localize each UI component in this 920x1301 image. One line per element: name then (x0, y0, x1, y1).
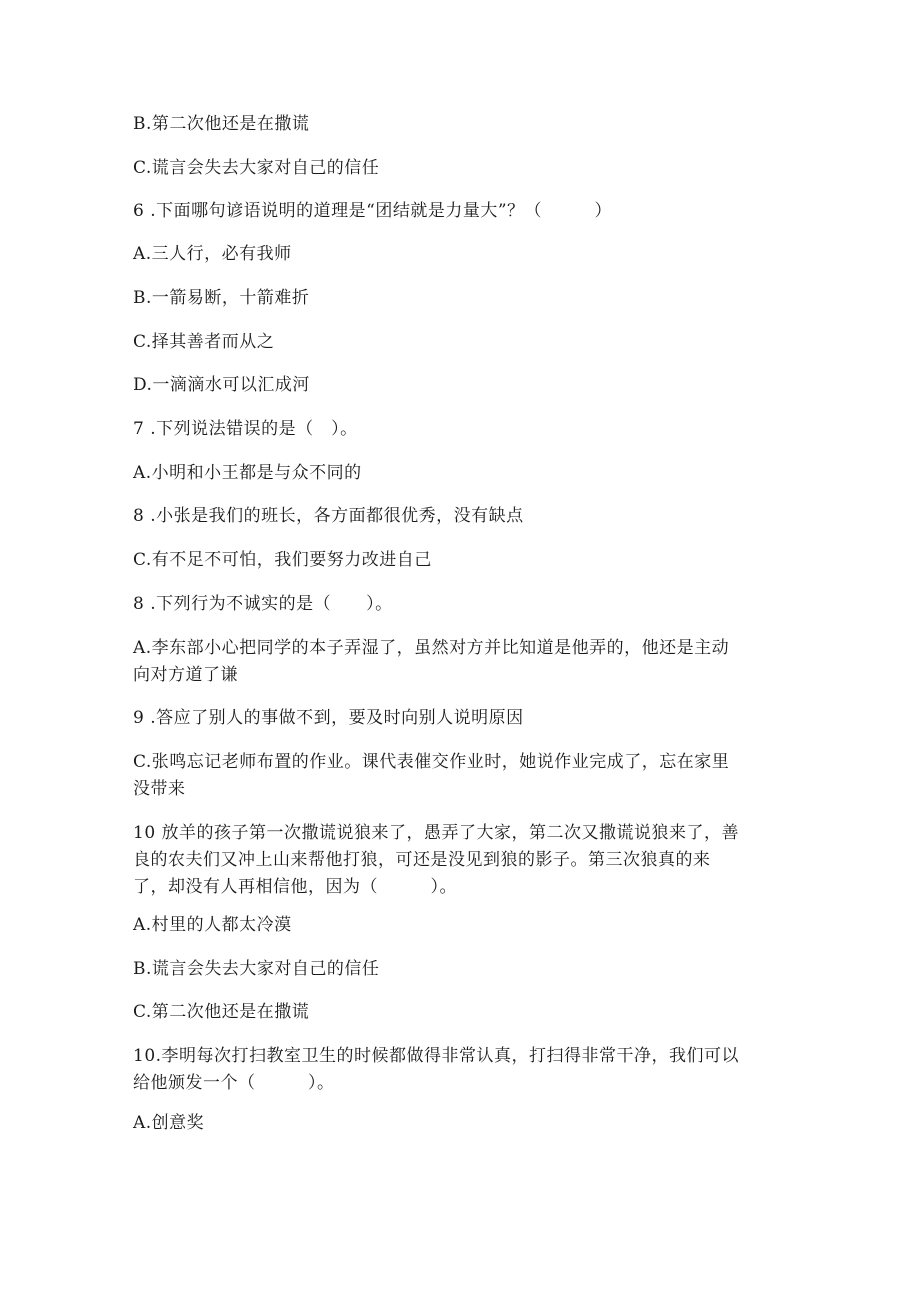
question-8b: 8 .下列行为不诚实的是（ ）。 (133, 594, 393, 614)
option-c-q8a: C.有不足不可怕，我们要努力改进自己 (133, 550, 432, 570)
question-10a-line2: 良的农夫们又冲上山来帮他打狼，可还是没见到狼的影子。第三次狼真的来 (133, 850, 711, 870)
question-10a-line3: 了，却没有人再相信他，因为（ ）。 (133, 877, 457, 897)
option-b-q6: B.一箭易断，十箭难折 (133, 288, 310, 308)
question-10b-line1: 10.李明每次打扫教室卫生的时候都做得非常认真，打扫得非常干净，我们可以 (133, 1046, 740, 1066)
option-d-q6: D.一滴滴水可以汇成河 (133, 375, 310, 395)
question-8a: 8 .小张是我们的班长，各方面都很优秀，没有缺点 (133, 506, 524, 526)
option-a-q8b-line2: 向对方道了谦 (133, 665, 238, 685)
option-a-q10a: A.村里的人都太冷漠 (133, 915, 292, 935)
option-a-q7: A.小明和小王都是与众不同的 (133, 463, 362, 483)
question-6: 6 .下面哪句谚语说明的道理是“团结就是力量大”？（ ） (133, 201, 613, 221)
option-b-q5: B.第二次他还是在撒谎 (133, 114, 310, 134)
option-a-q6: A.三人行，必有我师 (133, 244, 292, 264)
option-b-q10a: B.谎言会失去大家对自己的信任 (133, 959, 380, 979)
question-7: 7 .下列说法错误的是（ ）。 (133, 419, 358, 439)
option-c-q9-line2: 没带来 (133, 779, 186, 799)
question-10b-line2: 给他颁发一个（ ）。 (133, 1073, 335, 1093)
option-c-q6: C.择其善者而从之 (133, 332, 275, 352)
option-a-q8b-line1: A.李东部小心把同学的本子弄湿了，虽然对方并比知道是他弄的，他还是主动 (133, 638, 730, 658)
option-c-q10a: C.第二次他还是在撒谎 (133, 1002, 310, 1022)
question-10a-line1: 10 放羊的孩子第一次撒谎说狼来了，愚弄了大家，第二次又撒谎说狼来了，善 (133, 823, 740, 843)
question-9: 9 .答应了别人的事做不到，要及时向别人说明原因 (133, 708, 524, 728)
option-a-q10b: A.创意奖 (133, 1113, 205, 1133)
option-c-q5: C.谎言会失去大家对自己的信任 (133, 158, 380, 178)
option-c-q9-line1: C.张鸣忘记老师布置的作业。课代表催交作业时，她说作业完成了，忘在家里 (133, 752, 730, 772)
